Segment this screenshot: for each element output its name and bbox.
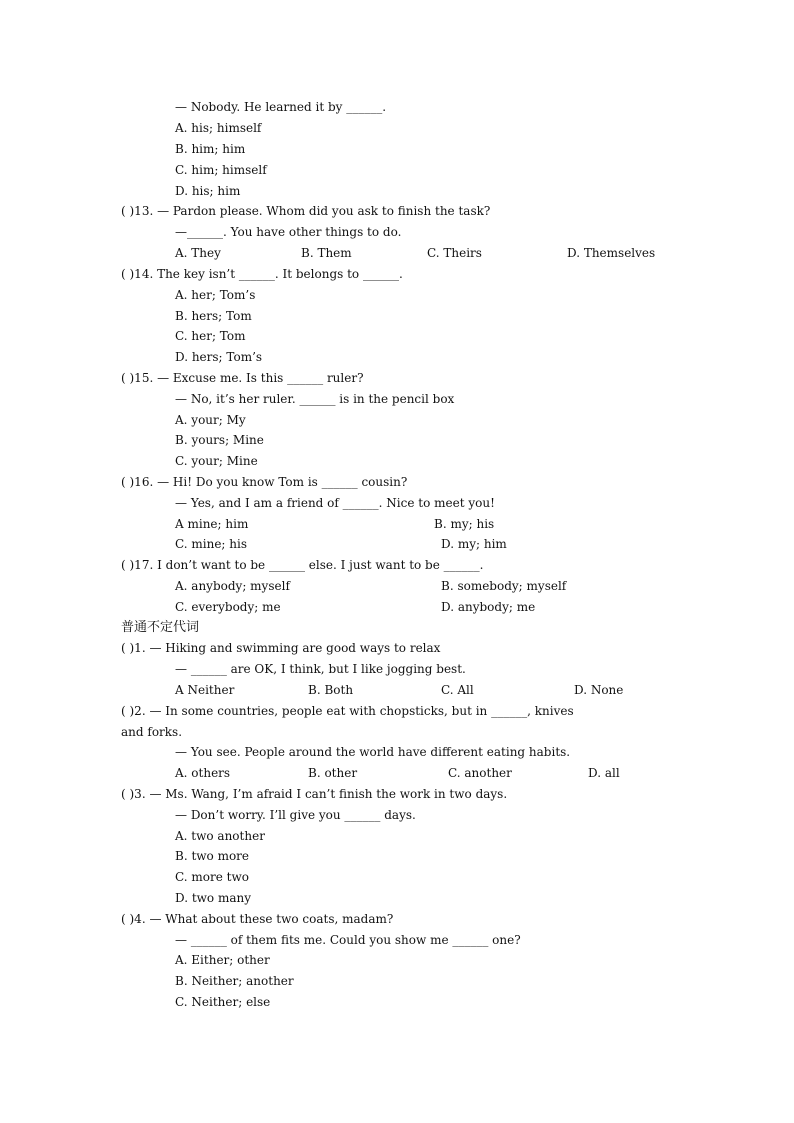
option-line: B. hers; Tom [175,309,252,323]
options-row [175,534,675,555]
option-line: D. two many [175,891,251,905]
answer-line: — Don’t worry. I’ll give you ______ days. [175,808,416,822]
option-a: A. They [175,246,221,260]
question-17: ( )17. I don’t want to be ______ else. I just want to be ______. [121,558,484,572]
section-heading: 普通不定代词 [121,620,200,635]
answer-line: — No, it’s her ruler. ______ is in the pencil box [175,392,455,406]
option-a: A mine; him [175,517,249,531]
question-1: ( )1. — Hiking and swimming are good ways to relax [121,641,441,655]
question-16: ( )16. — Hi! Do you know Tom is ______ cousin? [121,475,408,489]
question-13: ( )13. — Pardon please. Whom did you ask to finish the task? [121,204,491,218]
answer-line: — You see. People around the world have different eating habits. [175,745,571,759]
question-2-continued: and forks. [121,725,183,739]
answer-line: — ______ are OK, I think, but I like jogging best. [175,662,466,676]
option-d: D. None [574,683,624,697]
option-a: A. anybody; myself [175,579,290,593]
option-c: C. mine; his [175,537,248,551]
option-line: B. him; him [175,142,246,156]
option-a: A. others [175,766,231,780]
option-d: D. anybody; me [441,600,536,614]
option-line: A. his; himself [175,121,262,135]
options-row [175,680,675,701]
option-line: C. him; himself [175,163,267,177]
option-a: A Neither [175,683,235,697]
options-row [175,597,675,618]
option-line: D. hers; Tom’s [175,350,263,364]
option-line: C. more two [175,870,249,884]
option-d: D. all [588,766,620,780]
options-row [175,763,675,784]
option-line: D. his; him [175,184,241,198]
option-line: C. her; Tom [175,329,246,343]
option-line: A. Either; other [175,953,270,967]
option-c: C. Theirs [427,246,482,260]
options-row [175,243,675,264]
option-line: A. your; My [175,413,246,427]
answer-line: — Yes, and I am a friend of ______. Nice to meet you! [175,496,495,510]
option-line: C. your; Mine [175,454,258,468]
option-line: B. yours; Mine [175,433,264,447]
option-b: B. my; his [434,517,495,531]
question-15: ( )15. — Excuse me. Is this ______ ruler? [121,371,364,385]
option-b: B. somebody; myself [441,579,567,593]
answer-line: —______. You have other things to do. [175,225,402,239]
option-c: C. another [448,766,512,780]
question-4: ( )4. — What about these two coats, madam? [121,912,394,926]
option-c: C. All [441,683,474,697]
option-line: A. her; Tom’s [175,288,256,302]
question-3: ( )3. — Ms. Wang, I’m afraid I can’t finish the work in two days. [121,787,508,801]
answer-line: — Nobody. He learned it by ______. [175,100,387,114]
option-line: A. two another [175,829,265,843]
option-line: B. Neither; another [175,974,294,988]
option-b: B. other [308,766,358,780]
option-b: B. Both [308,683,354,697]
options-row [175,576,675,597]
question-14: ( )14. The key isn’t ______. It belongs to ______. [121,267,403,281]
option-d: D. Themselves [567,246,656,260]
options-row [175,514,675,535]
question-2: ( )2. — In some countries, people eat with chopsticks, but in ______, knives [121,704,574,718]
option-c: C. everybody; me [175,600,281,614]
answer-line: — ______ of them fits me. Could you show me ______ one? [175,933,521,947]
option-line: B. two more [175,849,250,863]
option-b: B. Them [301,246,352,260]
option-line: C. Neither; else [175,995,271,1009]
option-d: D. my; him [441,537,507,551]
